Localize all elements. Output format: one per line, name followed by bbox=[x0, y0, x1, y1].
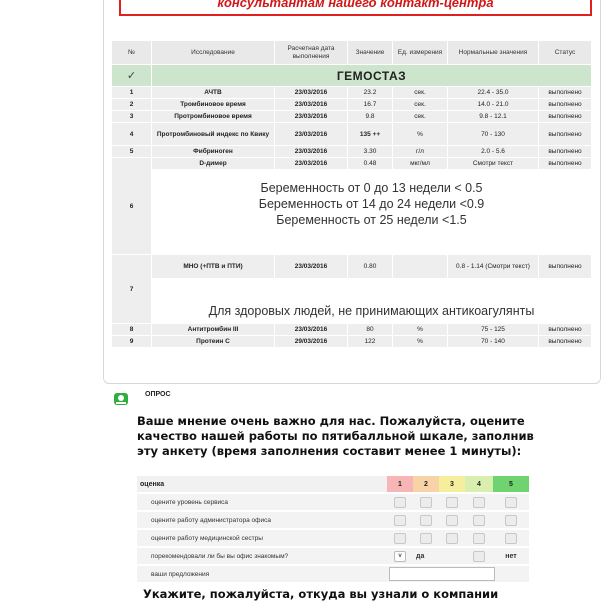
table-row bbox=[112, 87, 592, 99]
test-norm: 14.0 - 21.0 bbox=[448, 99, 539, 111]
test-value: 0.80 bbox=[348, 255, 393, 279]
row-number: 9 bbox=[112, 336, 152, 348]
test-status: выполнено bbox=[539, 255, 592, 279]
rating-checkbox[interactable] bbox=[473, 497, 485, 508]
survey-row bbox=[137, 529, 529, 547]
col-header-date: Расчетная дата выполнения bbox=[275, 41, 348, 65]
recommend-yes-label: да bbox=[413, 547, 439, 565]
test-status: выполнено bbox=[539, 87, 592, 99]
rating-checkbox[interactable] bbox=[394, 515, 406, 526]
test-name: МНО (+ПТВ и ПТИ) bbox=[152, 255, 275, 279]
test-value: 23.2 bbox=[348, 87, 393, 99]
question-label: ваши предложения bbox=[137, 565, 387, 582]
question-label: оцените работу медицинской сестры bbox=[137, 529, 387, 547]
section-row bbox=[112, 65, 592, 87]
test-date: 23/03/2016 bbox=[275, 158, 348, 170]
score-4: 4 bbox=[465, 475, 493, 493]
question-label: порекомендовали ли бы вы офис знакомым? bbox=[137, 547, 387, 565]
rating-checkbox[interactable] bbox=[420, 533, 432, 544]
table-row bbox=[112, 99, 592, 111]
test-unit: % bbox=[393, 324, 448, 336]
rating-checkbox[interactable] bbox=[420, 497, 432, 508]
rating-checkbox[interactable] bbox=[505, 497, 517, 508]
col-header-number: № bbox=[112, 41, 152, 65]
test-name: Протромбиновое время bbox=[152, 111, 275, 123]
test-value: 3.30 bbox=[348, 146, 393, 158]
test-status: выполнено bbox=[539, 336, 592, 348]
test-name: Фибриноген bbox=[152, 146, 275, 158]
col-header-status: Статус bbox=[539, 41, 592, 65]
row-number: 2 bbox=[112, 99, 152, 111]
test-date: 23/03/2016 bbox=[275, 255, 348, 279]
rating-checkbox[interactable] bbox=[505, 533, 517, 544]
score-2: 2 bbox=[413, 475, 439, 493]
row-number: 8 bbox=[112, 324, 152, 336]
test-value: 122 bbox=[348, 336, 393, 348]
row-number: 4 bbox=[112, 123, 152, 146]
test-date: 23/03/2016 bbox=[275, 324, 348, 336]
test-value: 135 ++ bbox=[348, 123, 393, 146]
table-row bbox=[112, 123, 592, 146]
test-date: 23/03/2016 bbox=[275, 99, 348, 111]
row-number: 7 bbox=[112, 255, 152, 324]
test-unit: % bbox=[393, 336, 448, 348]
rating-checkbox[interactable] bbox=[473, 533, 485, 544]
table-row bbox=[112, 146, 592, 158]
test-status: выполнено bbox=[539, 158, 592, 170]
test-norm: Смотри текст bbox=[448, 158, 539, 170]
question-label: оцените уровень сервиса bbox=[137, 493, 387, 511]
test-date: 23/03/2016 bbox=[275, 87, 348, 99]
col-header-norm: Нормальные значения bbox=[448, 41, 539, 65]
col-header-unit: Ед. измерения bbox=[393, 41, 448, 65]
test-value: 80 bbox=[348, 324, 393, 336]
test-name: Антитромбин III bbox=[152, 324, 275, 336]
note-line: Беременность от 0 до 13 недели < 0.5 bbox=[260, 181, 483, 195]
warning-text: консультантам нашего контакт-центра bbox=[217, 0, 494, 10]
test-name: Тромбиновое время bbox=[152, 99, 275, 111]
test-unit: г/л bbox=[393, 146, 448, 158]
warning-box bbox=[119, 0, 592, 16]
test-value: 16.7 bbox=[348, 99, 393, 111]
table-row bbox=[112, 336, 592, 348]
test-name: D-димер bbox=[152, 158, 275, 170]
test-norm: 2.0 - 5.6 bbox=[448, 146, 539, 158]
test-unit: сек. bbox=[393, 99, 448, 111]
table-row bbox=[112, 158, 592, 170]
test-norm: 22.4 - 35.0 bbox=[448, 87, 539, 99]
rating-checkbox[interactable] bbox=[446, 533, 458, 544]
table-row bbox=[112, 111, 592, 123]
row-number: 3 bbox=[112, 111, 152, 123]
test-unit: сек. bbox=[393, 111, 448, 123]
row-number: 1 bbox=[112, 87, 152, 99]
survey-header-label: оценка bbox=[137, 475, 387, 493]
question-label: оцените работу администратора офиса bbox=[137, 511, 387, 529]
col-header-test: Исследование bbox=[152, 41, 275, 65]
table-row bbox=[112, 255, 592, 279]
test-date: 23/03/2016 bbox=[275, 111, 348, 123]
test-unit: сек. bbox=[393, 87, 448, 99]
test-unit bbox=[393, 255, 448, 279]
test-status: выполнено bbox=[539, 111, 592, 123]
test-norm: 75 - 125 bbox=[448, 324, 539, 336]
test-norm: 70 - 140 bbox=[448, 336, 539, 348]
inr-note bbox=[152, 279, 592, 324]
rating-checkbox[interactable] bbox=[420, 515, 432, 526]
test-name: Протромбиновый индекс по Квику bbox=[152, 123, 275, 146]
table-row bbox=[112, 324, 592, 336]
poll-label: ОПРОС bbox=[145, 391, 171, 398]
test-value: 0.48 bbox=[348, 158, 393, 170]
rating-checkbox[interactable] bbox=[394, 497, 406, 508]
test-name: АЧТВ bbox=[152, 87, 275, 99]
test-status: выполнено bbox=[539, 324, 592, 336]
survey-row bbox=[137, 493, 529, 511]
rating-checkbox[interactable] bbox=[394, 533, 406, 544]
test-norm: 70 - 130 bbox=[448, 123, 539, 146]
test-status: выполнено bbox=[539, 99, 592, 111]
rating-checkbox[interactable] bbox=[446, 497, 458, 508]
score-1: 1 bbox=[387, 475, 413, 493]
poll-icon bbox=[113, 391, 129, 407]
test-unit: мкг/мл bbox=[393, 158, 448, 170]
survey-row bbox=[137, 511, 529, 529]
survey-row bbox=[137, 547, 529, 565]
test-date: 29/03/2016 bbox=[275, 336, 348, 348]
suggestions-input[interactable] bbox=[389, 567, 495, 581]
note-line: Для здоровых людей, не принимающих антикоагулянты bbox=[208, 304, 535, 318]
score-3: 3 bbox=[439, 475, 465, 493]
score-5: 5 bbox=[493, 475, 529, 493]
check-icon: ✓ bbox=[112, 65, 152, 87]
test-date: 23/03/2016 bbox=[275, 146, 348, 158]
test-norm: 0.8 - 1.14 (Смотри текст) bbox=[448, 255, 539, 279]
row-number: 5 bbox=[112, 146, 152, 158]
survey-table bbox=[137, 474, 529, 582]
recommend-no-radio[interactable] bbox=[473, 551, 485, 562]
test-value: 9.8 bbox=[348, 111, 393, 123]
recommend-no-label: нет bbox=[493, 547, 529, 565]
test-unit: % bbox=[393, 123, 448, 146]
col-header-value: Значение bbox=[348, 41, 393, 65]
rating-checkbox[interactable] bbox=[446, 515, 458, 526]
d-dimer-note bbox=[152, 170, 592, 255]
note-row bbox=[112, 170, 592, 255]
note-row bbox=[112, 279, 592, 324]
test-status: выполнено bbox=[539, 123, 592, 146]
test-name: Протеин С bbox=[152, 336, 275, 348]
results-table bbox=[111, 40, 592, 348]
source-question: Укажите, пожалуйста, откуда вы узнали о компании bbox=[143, 587, 499, 601]
note-line: Беременность от 25 недели <1.5 bbox=[276, 213, 467, 227]
survey-header-row bbox=[137, 475, 529, 493]
recommend-yes-radio[interactable]: v bbox=[394, 551, 406, 562]
rating-checkbox[interactable] bbox=[505, 515, 517, 526]
section-title: ГЕМОСТАЗ bbox=[152, 65, 592, 87]
table-header-row bbox=[112, 41, 592, 65]
rating-checkbox[interactable] bbox=[473, 515, 485, 526]
test-date: 23/03/2016 bbox=[275, 123, 348, 146]
test-status: выполнено bbox=[539, 146, 592, 158]
poll-intro: Ваше мнение очень важно для нас. Пожалуйста, оцените качество нашей работы по пятибалльной шкале, заполнив эту анкету (время заполнения составит менее 1 минуты): bbox=[137, 414, 534, 458]
test-norm: 9.8 - 12.1 bbox=[448, 111, 539, 123]
survey-row bbox=[137, 565, 529, 582]
note-line: Беременность от 14 до 24 недели <0.9 bbox=[258, 197, 485, 211]
row-number: 6 bbox=[112, 158, 152, 255]
